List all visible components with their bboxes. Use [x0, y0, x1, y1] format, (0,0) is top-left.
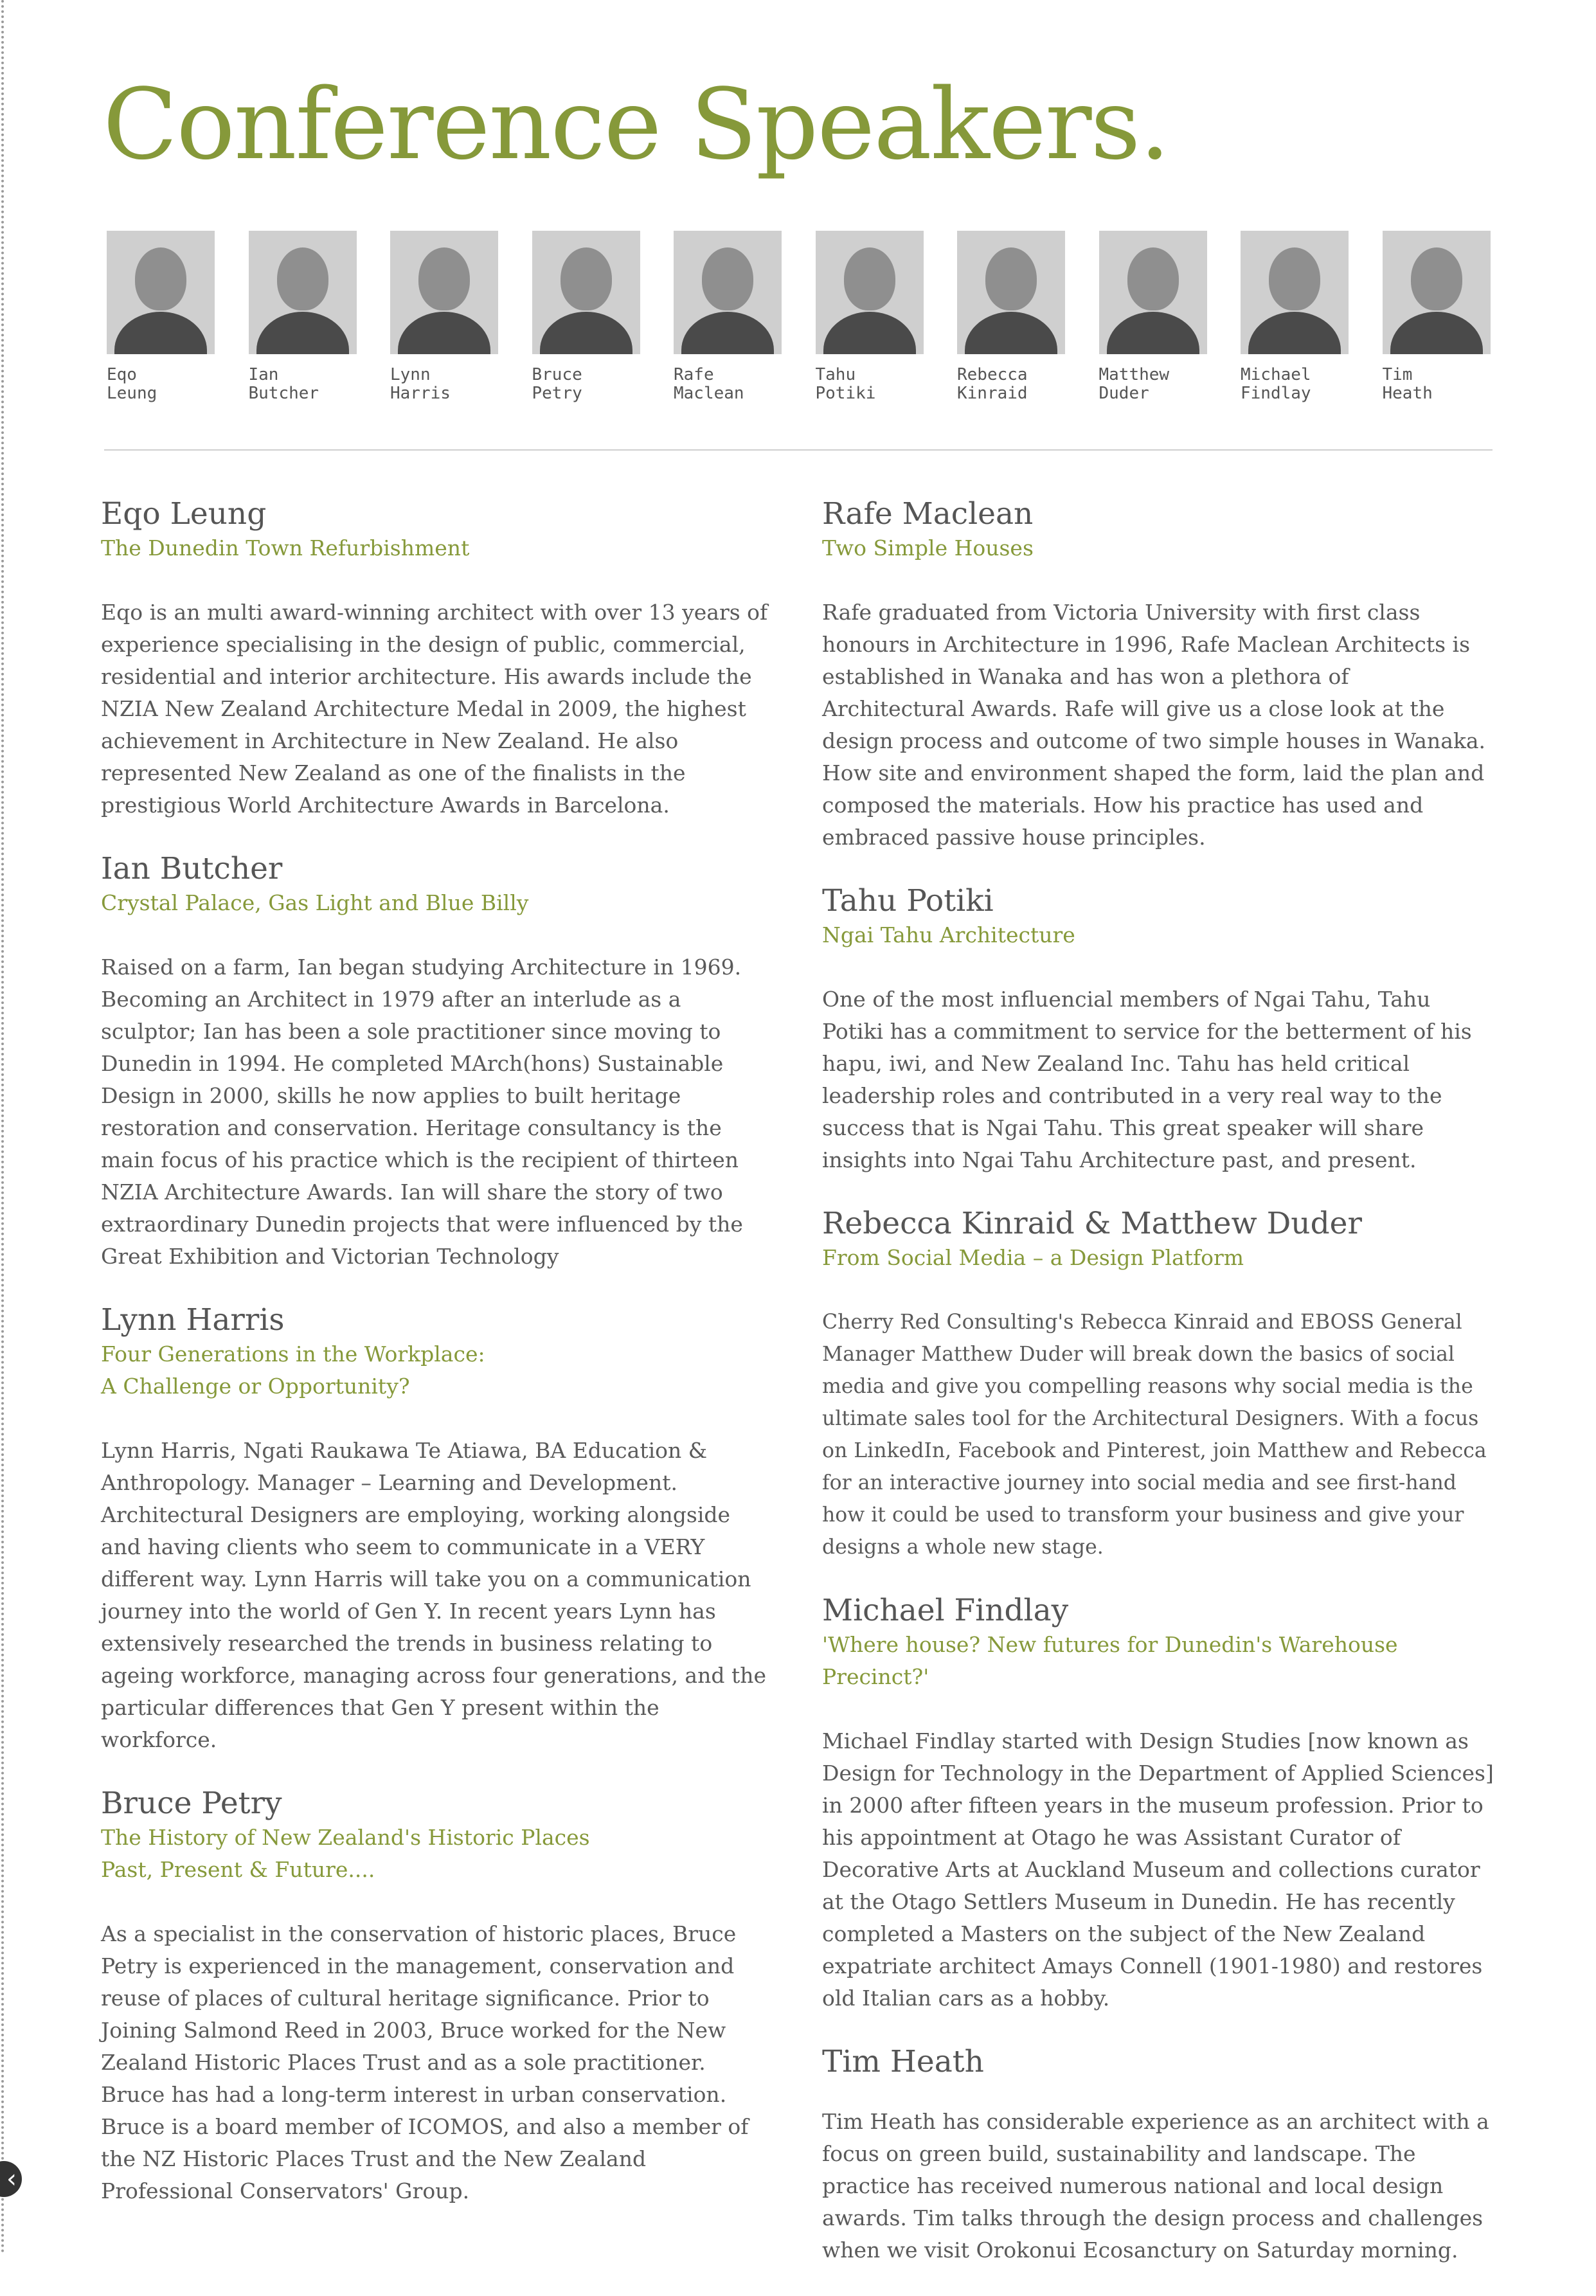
- speaker-bio: As a specialist in the conservation of historic places, Bruce Petry is experienced in the management, conservation and reuse of places of cultural heritage significance. Prior to Joining Salmond Reed in 2003, Bruce worked for the New Zealand Historic Places Trust and as a sole practitioner. Bruce has had a long-term interest in urban conservation. Bruce is a board member of ICOMOS, and also a member of the NZ Historic Places Trust and the New Zealand Professional Conservators' Group.: [101, 1921, 749, 2203]
- speaker-thumb: [249, 231, 357, 403]
- speaker-name: Tim Heath: [822, 2044, 984, 2079]
- speaker-entry: [822, 1206, 1497, 1563]
- speaker-photo: [1383, 231, 1491, 354]
- speaker-thumb-name: Tim Heath: [1382, 365, 1433, 403]
- speaker-bio: Lynn Harris, Ngati Raukawa Te Atiawa, BA Education & Anthropology. Manager – Learning and Development. Architectural Designers are employing, working alongside and having clients who seem to communicate in a VERY different way. Lynn Harris will take you on a communication journey into the world of Gen Y. In recent years Lynn has extensively researched the trends in business relating to ageing workforce, managing across four generations, and the particular differences that Gen Y present within the workforce.: [101, 1438, 767, 1752]
- speaker-entry: [822, 496, 1497, 854]
- speaker-bio: Cherry Red Consulting's Rebecca Kinraid and EBOSS General Manager Matthew Duder will break down the basics of social media and give you compelling reasons why social media is the ultimate sales tool for the Architectural Designers. With a focus on LinkedIn, Facebook and Pinterest, join Matthew and Rebecca for an interactive journey into social media and see first-hand how it could be used to transform your business and give your designs a whole new stage.: [822, 1311, 1487, 1559]
- speaker-name: Lynn Harris: [101, 1302, 285, 1338]
- talk-title: The Dunedin Town Refurbishment: [101, 535, 470, 561]
- speaker-thumb-name: Michael Findlay: [1241, 365, 1311, 403]
- back-page-button[interactable]: [0, 2161, 22, 2197]
- speaker-entry: [101, 1786, 776, 2207]
- speaker-photo: [107, 231, 215, 354]
- speaker-photo-strip: [107, 231, 1491, 403]
- speaker-entry: [101, 851, 776, 1273]
- speaker-bio: Tim Heath has considerable experience as an architect with a focus on green build, sustainability and landscape. The practice has received numerous national and local design awards. Tim talks through the design process and challenges when we visit Orokonui Ecosanctury on Saturday morning.: [822, 2109, 1489, 2263]
- talk-title: Crystal Palace, Gas Light and Blue Billy: [101, 890, 529, 915]
- speaker-name: Tahu Potiki: [822, 883, 994, 919]
- speaker-entry: [101, 496, 776, 821]
- speaker-photo: [249, 231, 357, 354]
- speaker-bio: Rafe graduated from Victoria University with first class honours in Architecture in 1996, Rafe Maclean Architects is established in Wanaka and has won a plethora of Architectural Awards. Rafe will give us a close look at the design process and outcome of two simple houses in Wanaka. How site and environment shaped the form, laid the plan and composed the materials. How his practice has used and embraced passive house principles.: [822, 600, 1486, 850]
- speaker-thumb-name: Lynn Harris: [390, 365, 451, 403]
- speaker-thumb-name: Ian Butcher: [248, 365, 319, 403]
- speaker-name: Michael Findlay: [822, 1593, 1069, 1628]
- speaker-thumb-name: Bruce Petry: [532, 365, 582, 403]
- speaker-bio: Eqo is an multi award-winning architect with over 13 years of experience specialising in the design of public, commercial, residential and interior architecture. His awards include the NZIA New Zealand Architecture Medal in 2009, the highest achievement in Architecture in New Zealand. He also represented New Zealand as one of the finalists in the prestigious World Architecture Awards in Barcelona.: [101, 600, 768, 818]
- speaker-thumb-name: Tahu Potiki: [815, 365, 876, 403]
- speaker-column-right: [822, 496, 1497, 2296]
- speaker-name: Eqo Leung: [101, 496, 267, 532]
- speaker-thumb: [1241, 231, 1349, 403]
- speaker-bio: Raised on a farm, Ian began studying Architecture in 1969. Becoming an Architect in 1979 after an interlude as a sculptor; Ian has been a sole practitioner since moving to Dunedin in 1994. He completed MArch(hons) Sustainable Design in 2000, skills he now applies to built heritage restoration and conservation. Heritage consultancy is the main focus of his practice which is the recipient of thirteen NZIA Architecture Awards. Ian will share the story of two extraordinary Dunedin projects that were influenced by the Great Exhibition and Victorian Technology: [101, 955, 743, 1269]
- speaker-photo: [1241, 231, 1349, 354]
- speaker-thumb-name: Matthew Duder: [1098, 365, 1170, 403]
- speaker-thumb-name: Rafe Maclean: [674, 365, 744, 403]
- divider: [104, 449, 1493, 451]
- speaker-photo: [390, 231, 498, 354]
- speaker-column-left: [101, 496, 776, 2237]
- speaker-thumb: [1099, 231, 1207, 403]
- speaker-thumb-name: Eqo Leung: [107, 365, 157, 403]
- speaker-thumb: [816, 231, 924, 403]
- talk-title: 'Where house? New futures for Dunedin's Warehouse Precinct?': [822, 1632, 1398, 1689]
- speaker-thumb: [674, 231, 782, 403]
- speaker-entry: [101, 1302, 776, 1756]
- speaker-thumb: [532, 231, 640, 403]
- talk-title: The History of New Zealand's Historic Places Past, Present & Future....: [101, 1825, 590, 1882]
- speaker-thumb: [957, 231, 1065, 403]
- speaker-thumb: [107, 231, 215, 403]
- speaker-name: Ian Butcher: [101, 851, 283, 886]
- talk-title: Ngai Tahu Architecture: [822, 922, 1075, 947]
- speaker-bio: One of the most influencial members of Ngai Tahu, Tahu Potiki has a commitment to service for the betterment of his hapu, iwi, and New Zealand Inc. Tahu has held critical leadership roles and contributed in a very real way to the success that is Ngai Tahu. This great speaker will share insights into Ngai Tahu Architecture past, and present.: [822, 987, 1472, 1172]
- speaker-entry: [822, 883, 1497, 1176]
- speaker-name: Rafe Maclean: [822, 496, 1034, 532]
- speaker-thumb: [390, 231, 498, 403]
- page-title: Conference Speakers.: [103, 67, 1169, 181]
- speaker-name: Bruce Petry: [101, 1786, 282, 1821]
- speaker-bio: Michael Findlay started with Design Studies [now known as Design for Technology in the Department of Applied Sciences] in 2000 after fifteen years in the museum profession. Prior to his appointment at Otago he was Assistant Curator of Decorative Arts at Auckland Museum and collections curator at the Otago Settlers Museum in Dunedin. He has recently completed a Masters on the subject of the New Zealand expatriate architect Amays Connell (1901-1980) and restores old Italian cars as a hobby.: [822, 1728, 1494, 2011]
- page-edge: [1, 0, 4, 2255]
- talk-title: From Social Media – a Design Platform: [822, 1245, 1244, 1270]
- speaker-photo: [674, 231, 782, 354]
- talk-title: Four Generations in the Workplace: A Challenge or Opportunity?: [101, 1341, 485, 1399]
- speaker-entry: [822, 2044, 1497, 2266]
- speaker-photo: [816, 231, 924, 354]
- chevron-left-icon: ‹: [6, 2164, 17, 2194]
- speaker-photo: [532, 231, 640, 354]
- speaker-photo: [957, 231, 1065, 354]
- speaker-photo: [1099, 231, 1207, 354]
- speaker-thumb: [1383, 231, 1491, 403]
- speaker-name: Rebecca Kinraid & Matthew Duder: [822, 1206, 1362, 1241]
- speaker-entry: [822, 1593, 1497, 2014]
- speaker-thumb-name: Rebecca Kinraid: [957, 365, 1028, 403]
- talk-title: Two Simple Houses: [822, 535, 1034, 561]
